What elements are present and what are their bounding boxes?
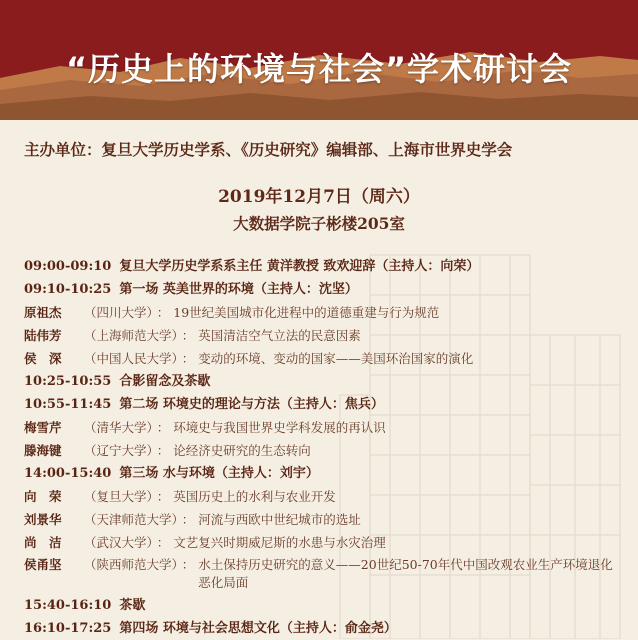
page-title: “历史上的环境与社会”学术研讨会 — [65, 50, 573, 88]
separator-colon: ： — [156, 535, 170, 550]
session-time: 10:25-10:55 — [24, 374, 112, 389]
speaker-institution: （天津师范大学） — [84, 512, 178, 527]
schedule-talk — [24, 324, 634, 347]
speaker-name: 尚 洁 — [24, 535, 62, 550]
schedule-session — [24, 370, 634, 393]
speaker-institution: （中国人民大学） — [84, 351, 178, 366]
session-title: 复旦大学历史学系系主任 黄洋教授 致欢迎辞（主持人：向荣） — [119, 259, 480, 274]
session-title: 第一场 英美世界的环境（主持人：沈坚） — [119, 282, 358, 297]
schedule-session — [24, 255, 634, 278]
schedule-talk — [24, 554, 634, 594]
session-title: 合影留念及茶歇 — [119, 374, 211, 389]
speaker-name: 侯甬坚 — [24, 557, 62, 572]
schedule-session — [24, 278, 634, 301]
event-venue: 大数据学院子彬楼205室 — [233, 214, 405, 233]
speaker-name: 滕海键 — [24, 443, 62, 458]
separator-colon: ： — [156, 443, 170, 458]
speaker-institution: （辽宁大学） — [84, 443, 153, 458]
separator-colon: ： — [156, 489, 170, 504]
talk-topic: 变动的环境、变动的国家——美国环治国家的演化 — [198, 351, 474, 366]
event-date: 2019年12月7日（周六） — [218, 187, 420, 207]
separator-colon: ： — [181, 557, 195, 572]
organizers: 主办单位：复旦大学历史学系、《历史研究》编辑部、上海市世界史学会 — [24, 140, 513, 159]
talk-topic: 环境史与我国世界史学科发展的再认识 — [173, 420, 386, 435]
session-time: 09:00-09:10 — [24, 259, 112, 274]
speaker-name: 向 荣 — [24, 489, 62, 504]
session-title: 第四场 环境与社会思想文化（主持人：俞金尧） — [119, 621, 397, 636]
schedule-talk — [24, 531, 634, 554]
separator-colon: ： — [156, 305, 170, 320]
header-banner — [0, 0, 638, 120]
session-title: 第三场 水与环境（主持人：刘宇） — [119, 466, 319, 481]
separator-colon: ： — [181, 328, 195, 343]
speaker-institution: （清华大学） — [84, 420, 153, 435]
talk-topic: 英国清洁空气立法的民意因素 — [198, 328, 361, 343]
talk-topic: 文艺复兴时期威尼斯的水患与水灾治理 — [173, 535, 386, 550]
separator-colon: ： — [156, 420, 170, 435]
schedule-talk — [24, 347, 634, 370]
talk-topic: 19世纪美国城市化进程中的道德重建与行为规范 — [173, 305, 440, 320]
speaker-name: 刘景华 — [24, 512, 62, 527]
session-time: 14:00-15:40 — [24, 466, 112, 481]
talk-topic: 论经济史研究的生态转向 — [173, 443, 311, 458]
schedule-session — [24, 594, 634, 617]
schedule-session — [24, 462, 634, 485]
speaker-institution: （复旦大学） — [84, 489, 153, 504]
schedule-talk — [24, 485, 634, 508]
speaker-institution: （上海师范大学） — [84, 328, 178, 343]
session-time: 15:40-16:10 — [24, 598, 112, 613]
schedule-talk — [24, 508, 634, 531]
speaker-name: 梅雪芹 — [24, 420, 62, 435]
talk-topic: 水土保持历史研究的意义——20世纪50-70年代中国改观农业生产环境退化恶化局面 — [198, 557, 613, 590]
schedule-talk — [24, 416, 634, 439]
session-time: 10:55-11:45 — [24, 397, 112, 412]
schedule-list — [24, 255, 634, 640]
session-time: 16:10-17:25 — [24, 621, 112, 636]
speaker-name: 原祖杰 — [24, 305, 62, 320]
speaker-institution: （陕西师范大学） — [84, 557, 178, 572]
session-title: 茶歇 — [119, 598, 146, 613]
speaker-institution: （四川大学） — [84, 305, 153, 320]
session-time: 09:10-10:25 — [24, 282, 112, 297]
session-title: 第二场 环境史的理论与方法（主持人：焦兵） — [119, 397, 384, 412]
separator-colon: ： — [181, 512, 195, 527]
speaker-name: 侯 深 — [24, 351, 62, 366]
talk-topic: 英国历史上的水利与农业开发 — [173, 489, 336, 504]
speaker-institution: （武汉大学） — [84, 535, 153, 550]
talk-topic: 河流与西欧中世纪城市的选址 — [198, 512, 361, 527]
schedule-talk — [24, 439, 634, 462]
separator-colon: ： — [181, 351, 195, 366]
schedule-session — [24, 617, 634, 640]
schedule-talk — [24, 301, 634, 324]
speaker-name: 陆伟芳 — [24, 328, 62, 343]
schedule-session — [24, 393, 634, 416]
